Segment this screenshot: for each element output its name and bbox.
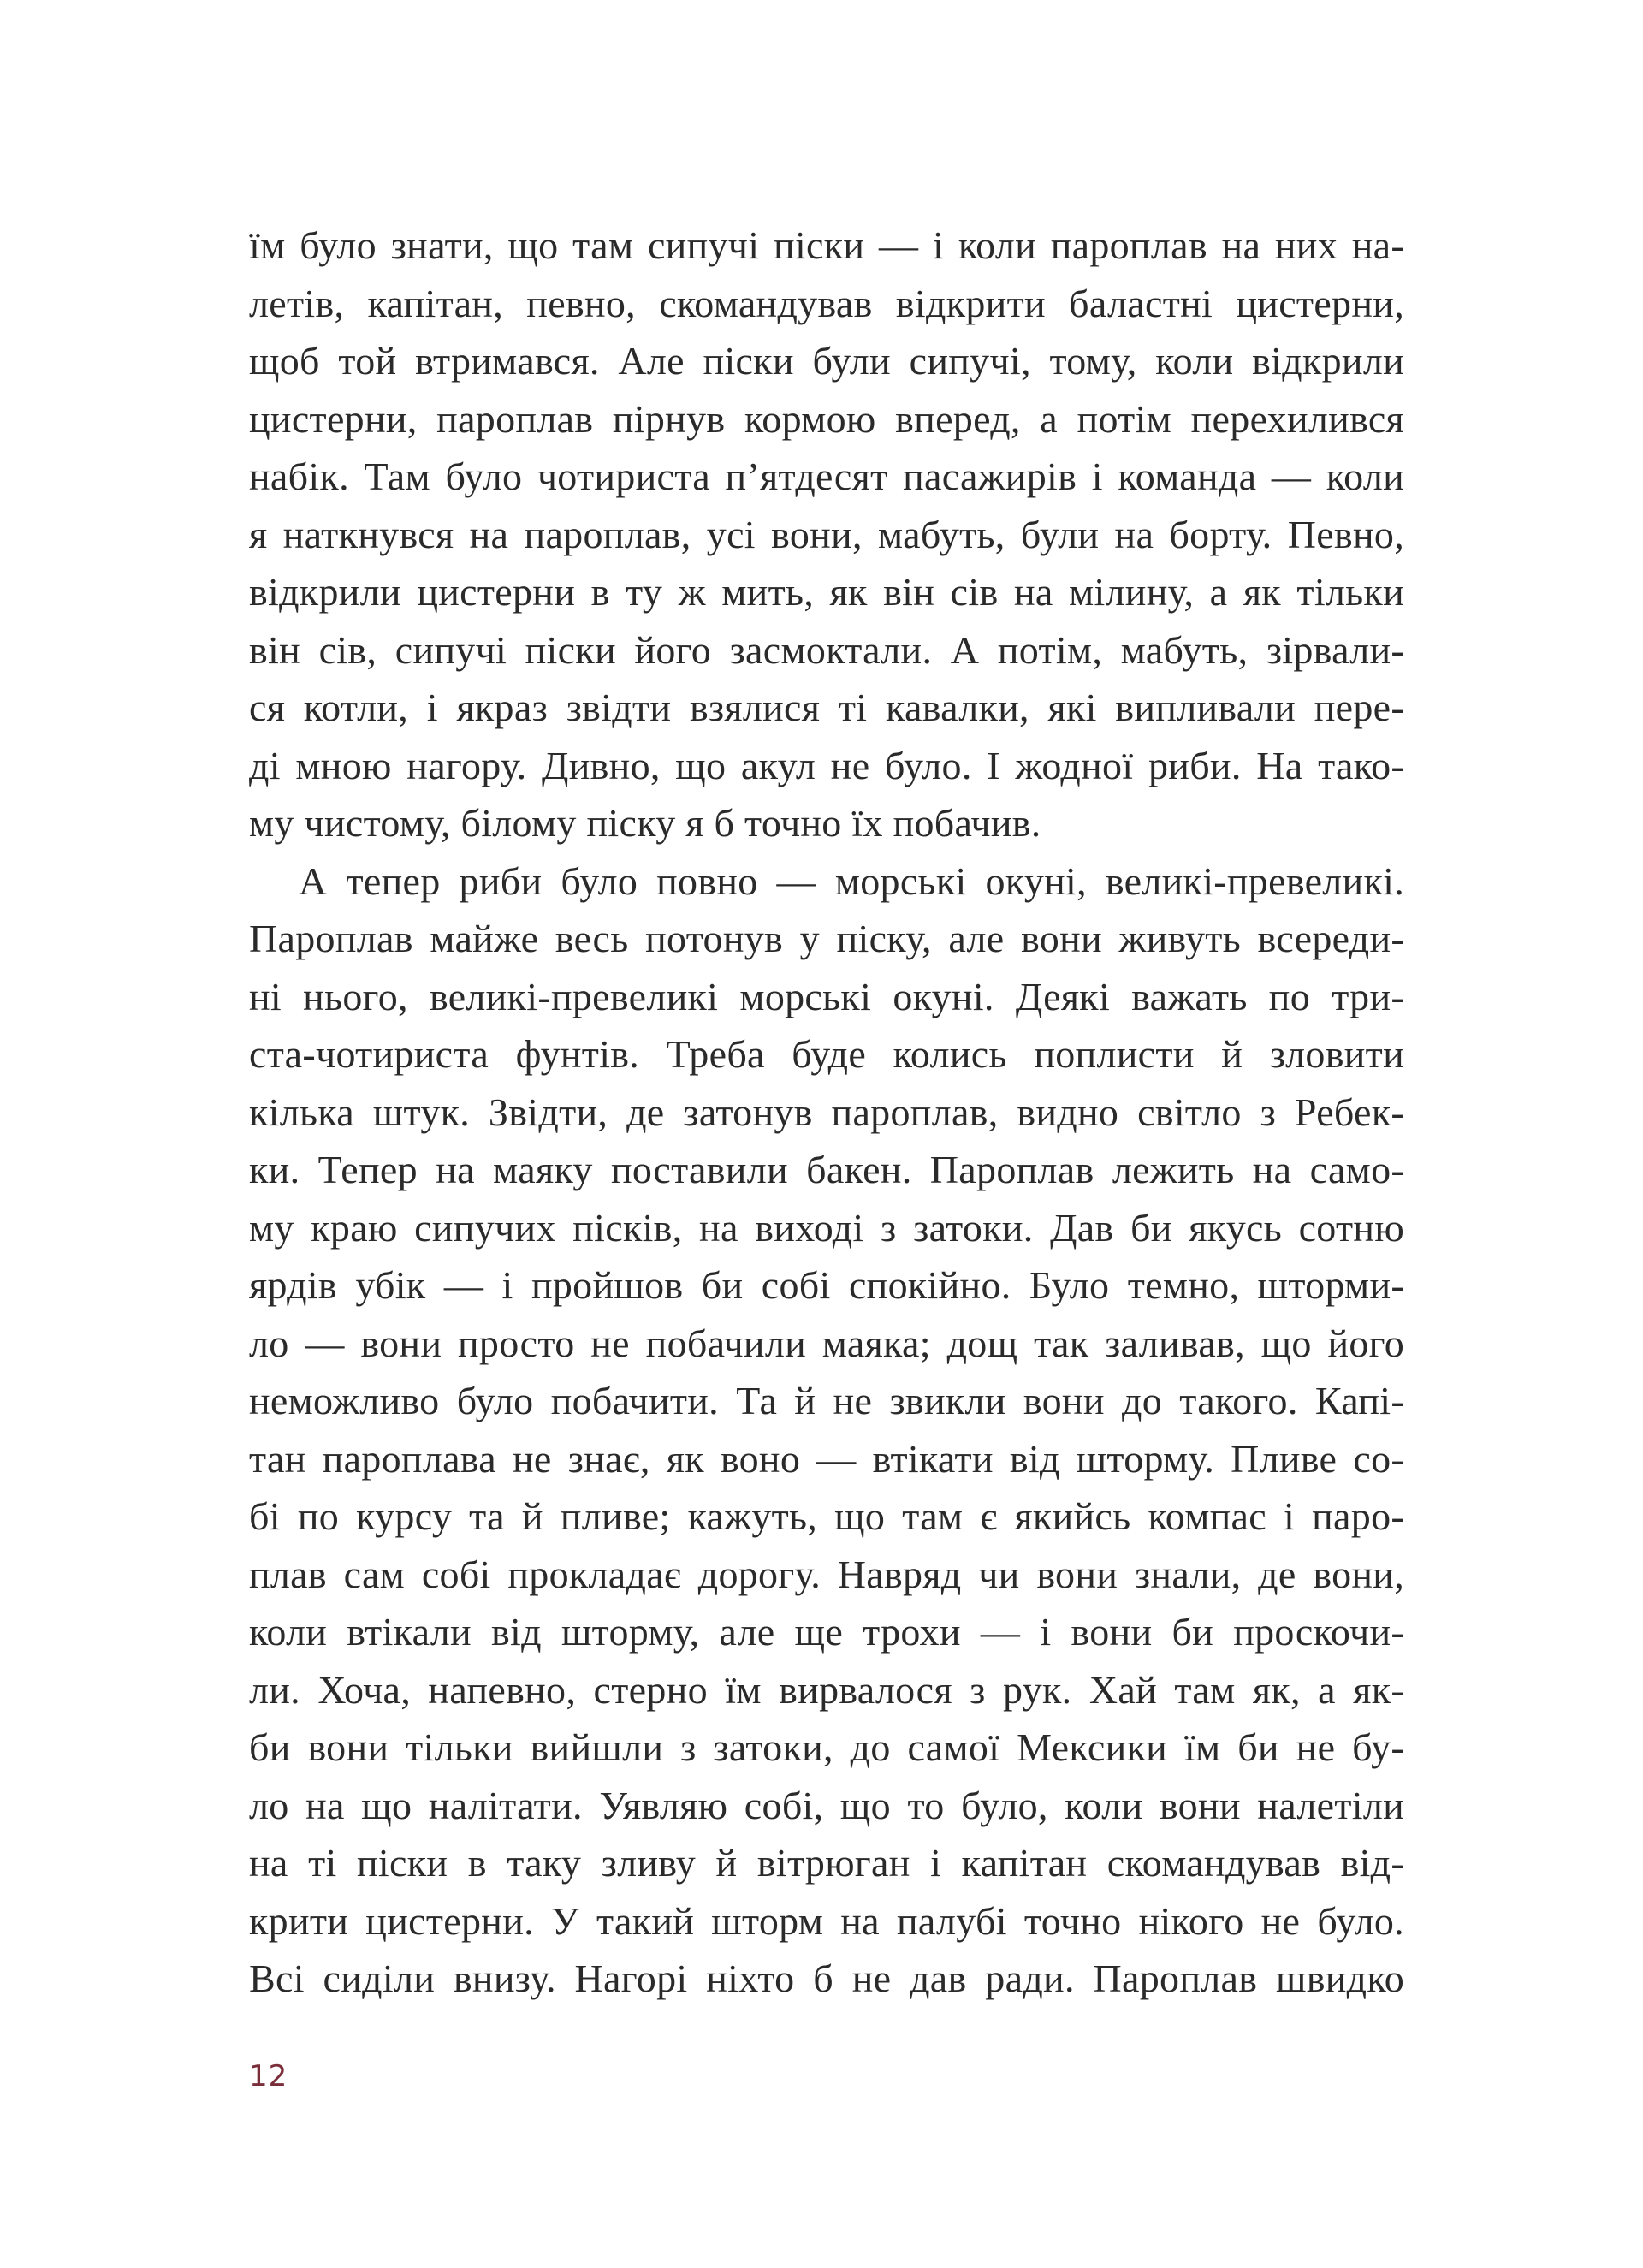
text-line: щоб той втримався. Але піски були сипучі, тому, коли відкрили bbox=[249, 339, 1404, 383]
text-line: відкрили цистерни в ту ж мить, як він сів на мілину, а як тільки bbox=[249, 570, 1404, 614]
text-line: ярдів убік — і пройшов би собі спокійно. Було темно, шторми- bbox=[249, 1263, 1404, 1307]
text-line: набік. Там було чотириста п’ятдесят пасажирів і команда — коли bbox=[249, 454, 1404, 498]
text-line: ло — вони просто не побачили маяка; дощ так заливав, що його bbox=[249, 1321, 1404, 1365]
text-line: він сів, сипучі піски його засмоктали. А потім, мабуть, зірвали- bbox=[249, 627, 1404, 672]
text-line: ді мною нагору. Дивно, що акул не було. І жодної риби. На тако- bbox=[249, 743, 1404, 787]
text-line: летів, капітан, певно, скомандував відкрити баластні цистерни, bbox=[249, 281, 1404, 325]
text-line: на ті піски в таку зливу й вітрюган і капітан скомандував від- bbox=[249, 1841, 1404, 1885]
text-line: му краю сипучих пісків, на виході з затоки. Дав би якусь сотню bbox=[249, 1205, 1404, 1250]
text-line: кілька штук. Звідти, де затонув пароплав, видно світло з Ребек- bbox=[249, 1089, 1404, 1134]
text-line: ки. Тепер на маяку поставили бакен. Пароплав лежить на само- bbox=[249, 1148, 1404, 1191]
body-text bbox=[249, 217, 1404, 2065]
text-line: А тепер риби було повно — морські окуні, великі-превеликі. bbox=[299, 858, 1404, 903]
text-line: ста-чотириста фунтів. Треба буде колись поплисти й зловити bbox=[249, 1032, 1404, 1076]
text-line: тан пароплава не знає, як воно — втікати від шторму. Пливе со- bbox=[249, 1436, 1404, 1481]
text-line: ли. Хоча, напевно, стерно їм вирвалося з рук. Хай там як, а як- bbox=[249, 1667, 1404, 1712]
text-line: я наткнувся на пароплав, усі вони, мабуть, були на борту. Певно, bbox=[249, 512, 1404, 556]
paragraph-1 bbox=[249, 217, 1404, 852]
text-line: ні нього, великі-превеликі морські окуні. Деякі важать по три- bbox=[249, 974, 1404, 1018]
text-line: плав сам собі прокладає дорогу. Навряд чи вони знали, де вони, bbox=[249, 1552, 1404, 1596]
text-line: ло на що налітати. Уявляю собі, що то було, коли вони налетіли bbox=[249, 1783, 1404, 1827]
text-line: му чистому, білому піску я б точно їх побачив. bbox=[249, 801, 1041, 845]
text-line: би вони тільки вийшли з затоки, до самої Мексики їм би не бу- bbox=[249, 1725, 1404, 1769]
text-line: крити цистерни. У такий шторм на палубі точно нікого не було. bbox=[249, 1898, 1404, 1943]
text-line: ся котли, і якраз звідти взялися ті кавалки, які випливали пере- bbox=[249, 686, 1404, 729]
text-line: Всі сиділи внизу. Нагорі ніхто б не дав ради. Пароплав швидко bbox=[249, 1956, 1404, 2000]
paragraph-2 bbox=[249, 852, 1404, 2066]
text-line: коли втікали від шторму, але ще трохи — і вони би проскочи- bbox=[249, 1610, 1404, 1654]
text-line: бі по курсу та й пливе; кажуть, що там є якийсь компас і паро- bbox=[249, 1494, 1404, 1538]
text-line: їм було знати, що там сипучі піски — і коли пароплав на них на- bbox=[249, 223, 1404, 267]
text-line: неможливо було побачити. Та й не звикли вони до такого. Капі- bbox=[249, 1379, 1404, 1422]
page-number: 12 bbox=[249, 2059, 288, 2093]
text-line bbox=[249, 2008, 1404, 2066]
text-line: Пароплав майже весь потонув у піску, але вони живуть всереди- bbox=[249, 917, 1404, 960]
text-line: цистерни, пароплав пірнув кормою вперед, а потім перехилився bbox=[249, 396, 1404, 441]
